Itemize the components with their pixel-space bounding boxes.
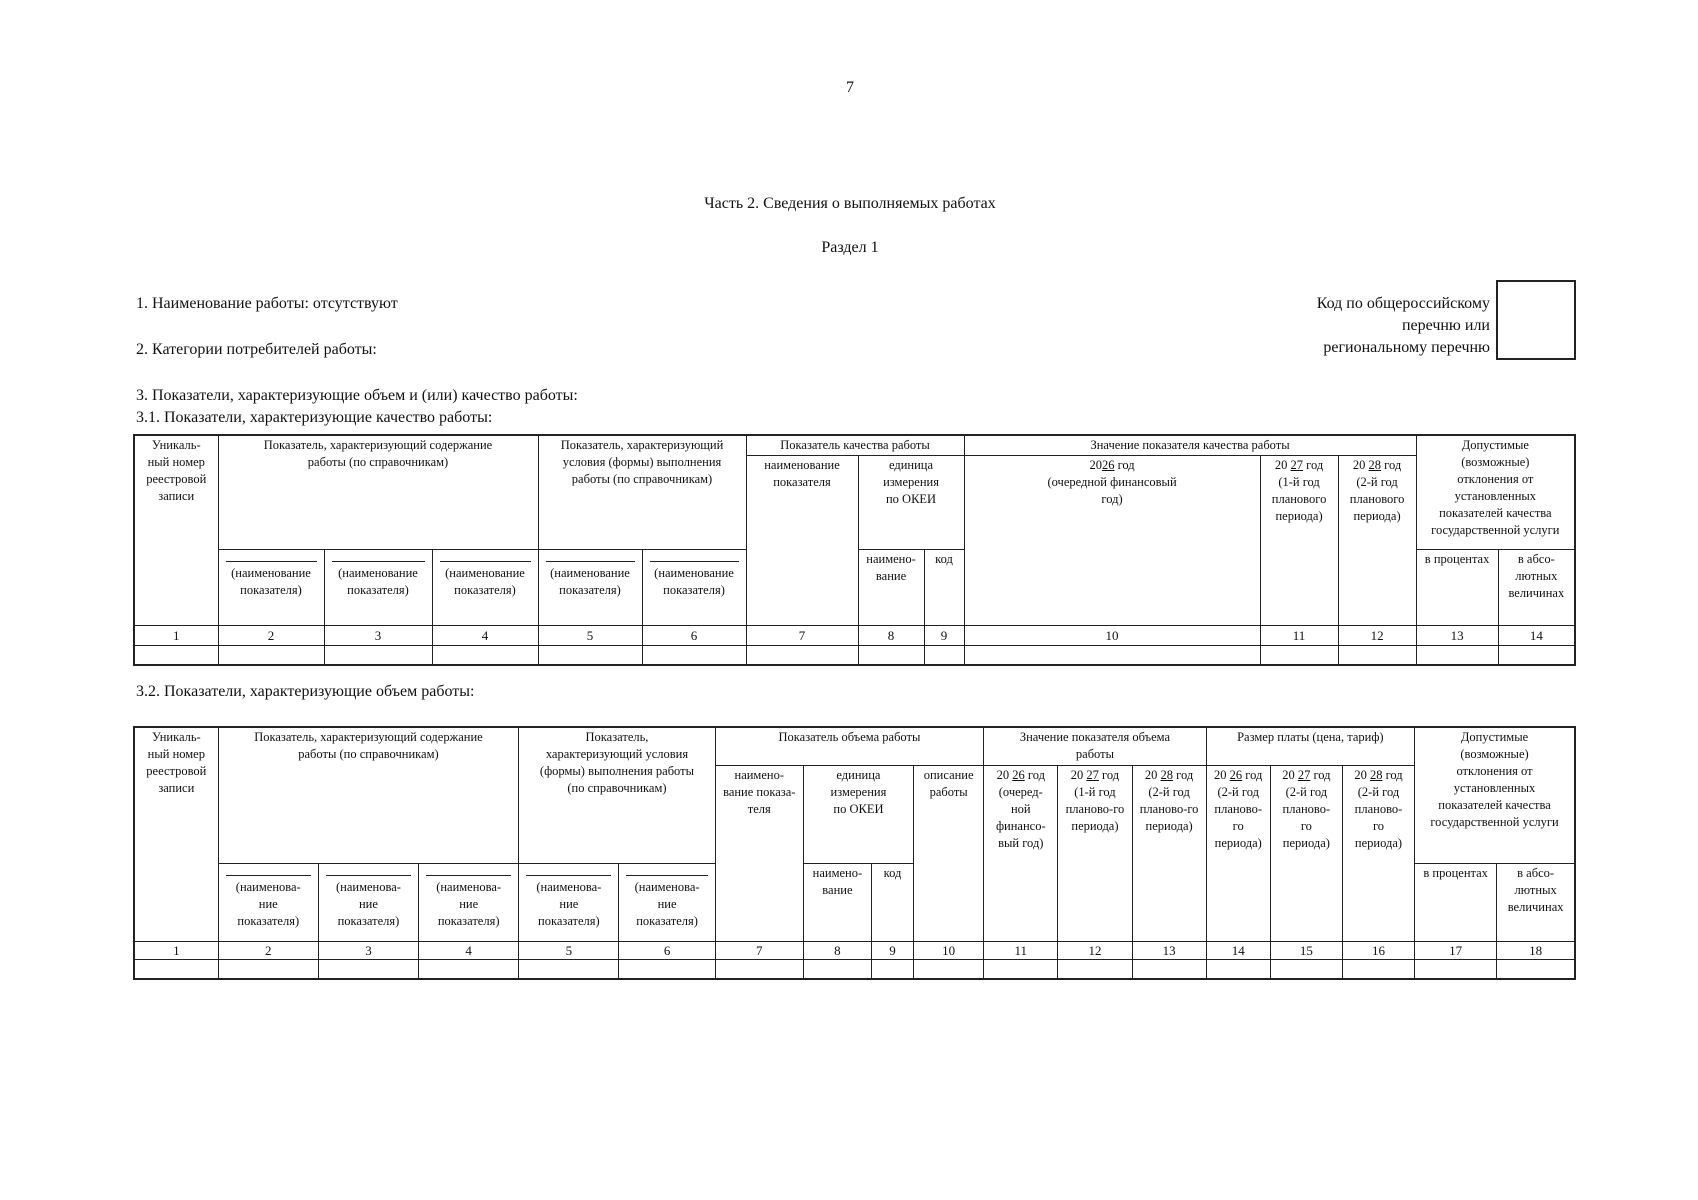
q-quality-group: Показатель качества работы [746,435,964,456]
q-col-num: 14 [1498,626,1575,646]
v-cell[interactable] [419,959,519,979]
volume-heading: 3.2. Показатели, характеризующие объем работы: [136,683,475,700]
v-cell[interactable] [1415,959,1497,979]
q-cell[interactable] [538,646,642,666]
code-label-line3: региональному перечню [1323,339,1490,356]
quality-heading: 3.1. Показатели, характеризующие качество работы: [136,409,493,426]
q-content-sub-3: (наименование показателя) [432,550,538,626]
v-col-num: 7 [715,941,803,959]
v-cell[interactable] [914,959,984,979]
q-cell[interactable] [1260,646,1338,666]
v-cell[interactable] [715,959,803,979]
v-cell[interactable] [1270,959,1342,979]
v-cell[interactable] [1497,959,1575,979]
v-conditions-sub-1: (наименова- ние показателя) [519,863,619,941]
work-name: 1. Наименование работы: отсутствуют [136,295,398,312]
section-title: Раздел 1 [821,239,879,256]
v-cell[interactable] [984,959,1058,979]
code-label [1240,294,1490,358]
q-content-sub-2: (наименование показателя) [324,550,432,626]
v-cell[interactable] [1342,959,1414,979]
v-conditions-sub-2: (наименова- ние показателя) [619,863,715,941]
v-cell[interactable] [1206,959,1270,979]
f-year1: 20 26 год (2-й год планово- го периода) [1206,765,1270,941]
q-col-num: 9 [924,626,964,646]
v-deviation-group: Допустимые (возможные) отклонения от установленных показателей качества государственной услуги [1415,727,1575,863]
v-col-num: 3 [318,941,418,959]
v-cell[interactable] [619,959,715,979]
f-year2: 20 27 год (2-й год планово- го периода) [1270,765,1342,941]
q-cell[interactable] [746,646,858,666]
q-cell[interactable] [642,646,746,666]
v-col-num: 12 [1058,941,1132,959]
q-cell[interactable] [134,646,218,666]
v-col-num: 13 [1132,941,1206,959]
code-label-line1: Код по общероссийскому [1316,295,1490,312]
q-col-num: 5 [538,626,642,646]
f-year3: 20 28 год (2-й год планово- го периода) [1342,765,1414,941]
volume-table [133,726,1576,980]
q-cell[interactable] [432,646,538,666]
v-empty-row [134,959,1575,979]
v-col-num: 2 [218,941,318,959]
q-col-num: 1 [134,626,218,646]
q-value-group: Значение показателя качества работы [964,435,1416,456]
v-col-num: 11 [984,941,1058,959]
v-col-num: 6 [619,941,715,959]
q-col-num: 2 [218,626,324,646]
v-col-num: 4 [419,941,519,959]
v-unique-header: Уникаль- ный номер реестровой записи [134,727,218,941]
q-cell[interactable] [218,646,324,666]
consumer-categories: 2. Категории потребителей работы: [136,341,377,358]
v-col-num: 16 [1342,941,1414,959]
v-content-sub-3: (наименова- ние показателя) [419,863,519,941]
v-unit: единица измерения по ОКЕИ [803,765,913,863]
v-col-num: 9 [871,941,913,959]
q-col-numbers [134,626,1575,646]
q-cell[interactable] [924,646,964,666]
v-cell[interactable] [871,959,913,979]
v-content-group: Показатель, характеризующий содержание работы (по справочникам) [218,727,519,863]
q-cell[interactable] [1338,646,1416,666]
v-col-num: 1 [134,941,218,959]
v-in-absolute: в абсо- лютных величинах [1497,863,1575,941]
q-cell[interactable] [964,646,1260,666]
v-in-percent: в процентах [1415,863,1497,941]
q-unit-code: код [924,550,964,626]
v-cell[interactable] [519,959,619,979]
q-content-group: Показатель, характеризующий содержание работы (по справочникам) [218,435,538,550]
q-cell[interactable] [1498,646,1575,666]
v-description: описание работы [914,765,984,941]
v-col-num: 10 [914,941,984,959]
v-col-num: 18 [1497,941,1575,959]
q-deviation-group: Допустимые (возможные) отклонения от установленных показателей качества государственной услуги [1416,435,1575,550]
q-col-num: 10 [964,626,1260,646]
v-content-sub-1: (наименова- ние показателя) [218,863,318,941]
q-cell[interactable] [1416,646,1498,666]
q-col-num: 7 [746,626,858,646]
q-col-num: 6 [642,626,746,646]
q-cell[interactable] [324,646,432,666]
q-col-num: 12 [1338,626,1416,646]
q-unique-header: Уникаль- ный номер реестровой записи [134,435,218,626]
v-col-num: 17 [1415,941,1497,959]
v-col-num: 8 [803,941,871,959]
v-year3: 20 28 год (2-й год планово-го периода) [1132,765,1206,941]
q-in-percent: в процентах [1416,550,1498,626]
q-year1: 2026 год (очередной финансовый год) [964,456,1260,626]
v-year2: 20 27 год (1-й год планово-го периода) [1058,765,1132,941]
q-in-absolute: в абсо- лютных величинах [1498,550,1575,626]
q-empty-row [134,646,1575,666]
code-box[interactable] [1496,280,1576,360]
v-col-num: 14 [1206,941,1270,959]
v-cell[interactable] [318,959,418,979]
indicators-heading: 3. Показатели, характеризующие объем и (или) качество работы: [136,387,578,404]
v-cell[interactable] [218,959,318,979]
v-year1: 20 26 год (очеред- ной финансо- вый год) [984,765,1058,941]
v-value-group: Значение показателя объема работы [984,727,1206,765]
q-unit-name: наимено- вание [858,550,924,626]
q-conditions-sub-2: (наименование показателя) [642,550,746,626]
q-conditions-sub-1: (наименование показателя) [538,550,642,626]
q-year2: 20 27 год (1-й год планового периода) [1260,456,1338,626]
v-col-num: 5 [519,941,619,959]
q-unit: единица измерения по ОКЕИ [858,456,964,550]
code-label-line2: перечню или [1401,317,1490,334]
v-conditions-group: Показатель, характеризующий условия (формы) выполнения работы (по справочникам) [519,727,715,863]
q-col-num: 11 [1260,626,1338,646]
q-col-num: 8 [858,626,924,646]
v-unit-code: код [871,863,913,941]
v-col-num: 15 [1270,941,1342,959]
q-indicator-name: наименование показателя [746,456,858,626]
q-conditions-group: Показатель, характеризующий условия (формы) выполнения работы (по справочникам) [538,435,746,550]
v-cell[interactable] [1132,959,1206,979]
v-unit-name: наимено- вание [803,863,871,941]
q-cell[interactable] [858,646,924,666]
part-title: Часть 2. Сведения о выполняемых работах [704,195,996,212]
quality-table [133,434,1576,666]
q-col-num: 13 [1416,626,1498,646]
v-cell[interactable] [803,959,871,979]
v-col-numbers [134,941,1575,959]
q-col-num: 3 [324,626,432,646]
q-content-sub-1: (наименование показателя) [218,550,324,626]
v-fee-group: Размер платы (цена, тариф) [1206,727,1414,765]
page-number: 7 [846,79,854,96]
q-year3: 20 28 год (2-й год планового периода) [1338,456,1416,626]
v-cell[interactable] [134,959,218,979]
v-content-sub-2: (наименова- ние показателя) [318,863,418,941]
v-volume-group: Показатель объема работы [715,727,984,765]
v-indicator-name: наимено- вание показа- теля [715,765,803,941]
v-cell[interactable] [1058,959,1132,979]
q-col-num: 4 [432,626,538,646]
